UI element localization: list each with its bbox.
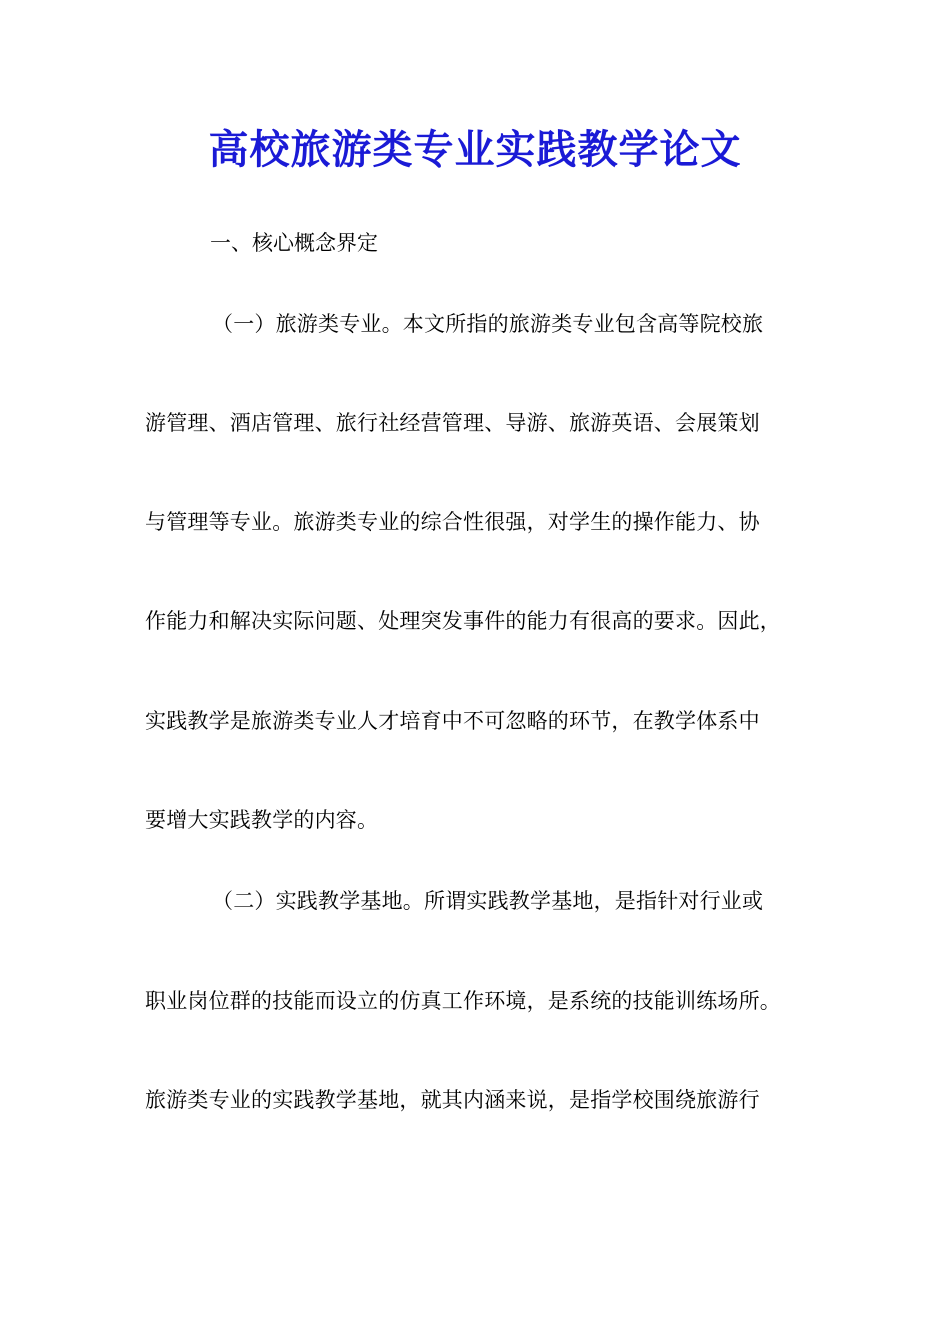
paragraph-line: （二）实践教学基地。所谓实践教学基地，是指针对行业或 [212,889,764,913]
paragraph-line: 职业岗位群的技能而设立的仿真工作环境，是系统的技能训练场所。 [145,989,781,1013]
paragraph-line: （一）旅游类专业。本文所指的旅游类专业包含高等院校旅 [212,312,764,336]
paragraph-line: 旅游类专业的实践教学基地，就其内涵来说，是指学校围绕旅游行 [145,1088,760,1112]
paragraph-line: 实践教学是旅游类专业人才培育中不可忽略的环节，在教学体系中 [145,709,760,733]
section-heading: 一、核心概念界定 [210,231,378,255]
paragraph-line: 作能力和解决实际问题、处理突发事件的能力有很高的要求。因此， [145,609,781,633]
paragraph-line: 与管理等专业。旅游类专业的综合性很强，对学生的操作能力、协 [145,510,760,534]
document-title: 高校旅游类专业实践教学论文 [208,126,742,173]
paragraph-line: 游管理、酒店管理、旅行社经营管理、导游、旅游英语、会展策划 [145,411,760,435]
paragraph-line: 要增大实践教学的内容。 [145,808,379,832]
